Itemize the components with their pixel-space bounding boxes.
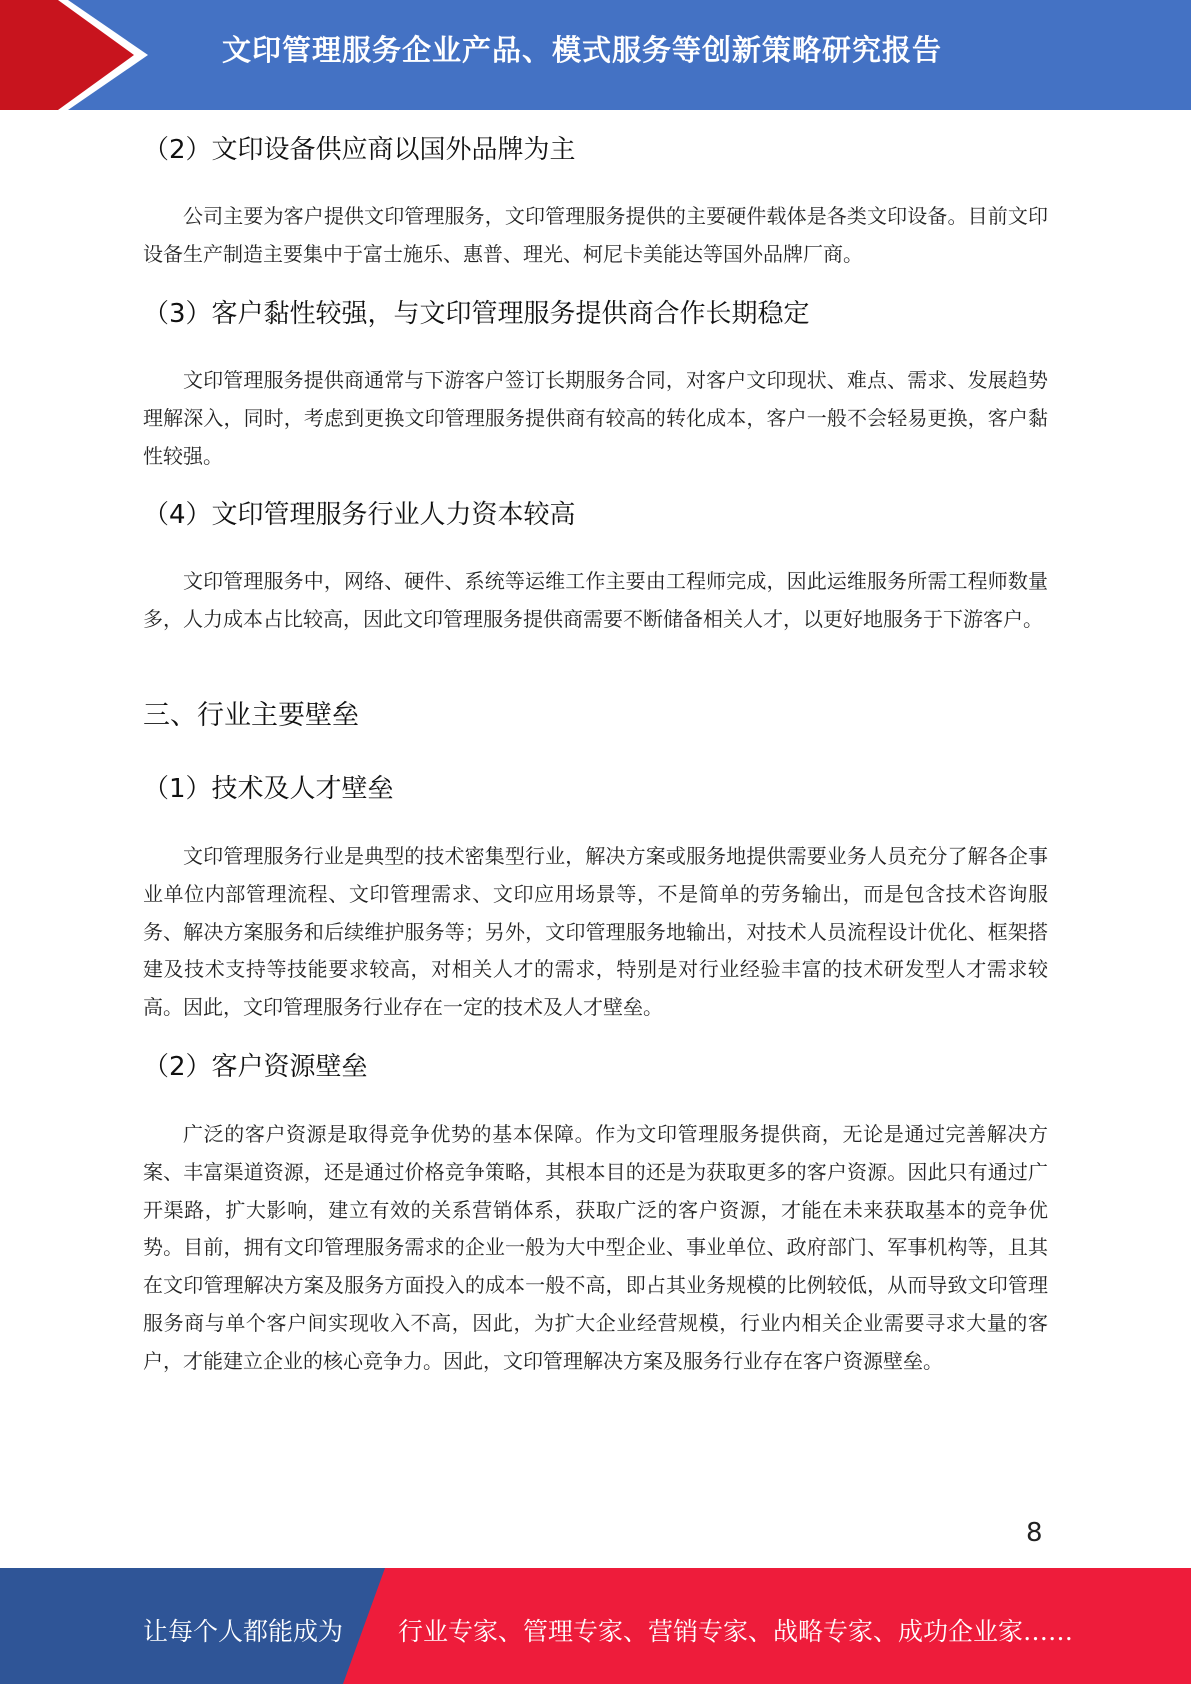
page-header [0, 0, 1191, 110]
section-heading-supplier: （2）文印设备供应商以国外品牌为主 [143, 135, 576, 165]
paragraph-customer-stickiness: 文印管理服务提供商通常与下游客户签订长期服务合同，对客户文印现状、难点、需求、发展趋势理解深入，同时，考虑到更换文印管理服务提供商有较高的转化成本，客户一般不会轻易更换，客户黏性较强。 [143, 368, 1048, 468]
paragraph-customer-barrier: 广泛的客户资源是取得竞争优势的基本保障。作为文印管理服务提供商，无论是通过完善解决方案、丰富渠道资源，还是通过价格竞争策略，其根本目的还是为获取更多的客户资源。因此只有通过广开渠路，扩大影响，建立有效的关系营销体系，获取广泛的客户资源，才能在未来获取基本的竞争优势。目前，拥有文印管理服务需求的企业一般为大中型企业、事业单位、政府部门、军事机构等，且其在文印管理解决方案及服务方面投入的成本一般不高，即占其业务规模的比例较低，从而导致文印管理服务商与单个客户间实现收入不高，因此，为扩大企业经营规模，行业内相关企业需要寻求大量的客户，才能建立企业的核心竞争力。因此，文印管理解决方案及服务行业存在客户资源壁垒。 [143, 1122, 1048, 1373]
page-number: 8 [1026, 1518, 1043, 1548]
section-heading-customer-stickiness: （3）客户黏性较强，与文印管理服务提供商合作长期稳定 [143, 299, 810, 329]
footer-slogan-left: 让每个人都能成为 [143, 1617, 344, 1646]
report-title: 文印管理服务企业产品、模式服务等创新策略研究报告 [222, 33, 943, 67]
chapter-heading-barriers: 三、行业主要壁垒 [143, 700, 359, 731]
paragraph-human-capital: 文印管理服务中，网络、硬件、系统等运维工作主要由工程师完成，因此运维服务所需工程师数量多，人力成本占比较高，因此文印管理服务提供商需要不断储备相关人才，以更好地服务于下游客户。 [143, 569, 1048, 631]
page-footer [0, 1568, 1191, 1684]
section-heading-customer-barrier: （2）客户资源壁垒 [143, 1052, 368, 1082]
paragraph-supplier: 公司主要为客户提供文印管理服务，文印管理服务提供的主要硬件载体是各类文印设备。目前文印设备生产制造主要集中于富士施乐、惠普、理光、柯尼卡美能达等国外品牌厂商。 [143, 204, 1048, 266]
section-heading-human-capital: （4）文印管理服务行业人力资本较高 [143, 500, 576, 530]
section-heading-tech-barrier: （1）技术及人才壁垒 [143, 774, 394, 804]
footer-slogan-right: 行业专家、管理专家、营销专家、战略专家、成功企业家…… [398, 1617, 1074, 1646]
paragraph-tech-barrier: 文印管理服务行业是典型的技术密集型行业，解决方案或服务地提供需要业务人员充分了解各企事业单位内部管理流程、文印管理需求、文印应用场景等，不是简单的劳务输出，而是包含技术咨询服务、解决方案服务和后续维护服务等；另外，文印管理服务地输出，对技术人员流程设计优化、框架搭建及技术支持等技能要求较高，对相关人才的需求，特别是对行业经验丰富的技术研发型人才需求较高。因此，文印管理服务行业存在一定的技术及人才壁垒。 [143, 844, 1048, 1020]
header-arrow-graphic [0, 0, 160, 110]
